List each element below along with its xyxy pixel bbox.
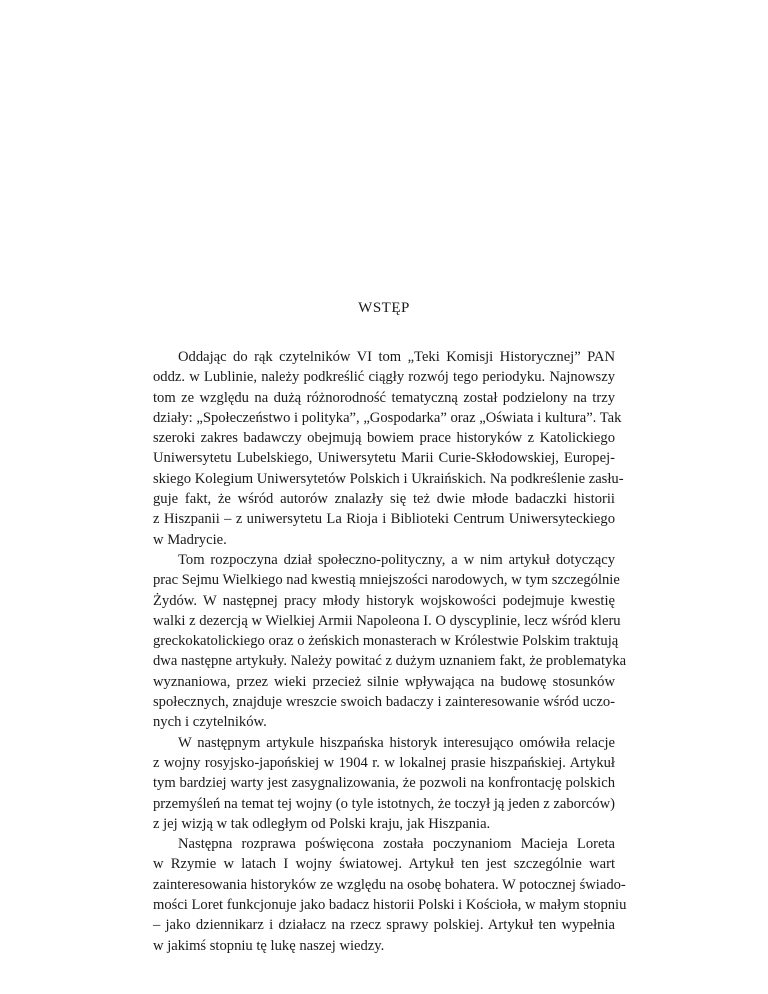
text-line: Żydów. W następnej pracy młody historyk wojskowości podejmuje kwestię xyxy=(153,592,615,609)
text-line: tom ze względu na dużą różnorodność tematyczną został podzielony na trzy xyxy=(153,389,615,406)
text-line: szeroki zakres badawczy obejmują bowiem prace historyków z Katolickiego xyxy=(153,430,615,447)
text-line: przemyśleń na temat tej wojny (o tyle istotnych, że toczył ją jeden z zaborców) xyxy=(153,795,615,812)
text-line: w Rzymie w latach I wojny światowej. Artykuł ten jest szczególnie wart xyxy=(153,856,615,873)
text-line: społecznych, znajduje wreszcie swoich badaczy i zainteresowanie wśród uczo- xyxy=(153,694,615,711)
text-line: z wojny rosyjsko-japońskiej w 1904 r. w lokalnej prasie hiszpańskiej. Artykuł xyxy=(153,754,615,771)
text-line: z Hiszpanii – z uniwersytetu La Rioja i Biblioteki Centrum Uniwersyteckiego xyxy=(153,511,615,528)
text-line: Następna rozprawa poświęcona została poczynaniom Macieja Loreta xyxy=(178,836,615,853)
text-line: działy: „Społeczeństwo i polityka”, „Gospodarka” oraz „Oświata i kultura”. Tak xyxy=(153,409,622,426)
text-line: dwa następne artykuły. Należy powitać z dużym uznaniem fakt, że problematyka xyxy=(153,653,627,670)
text-line: guje fakt, że wśród autorów znalazły się też dwie młode badaczki historii xyxy=(153,491,615,508)
text-line: skiego Kolegium Uniwersytetów Polskich i Ukraińskich. Na podkreślenie zasłu- xyxy=(153,470,624,487)
body-text xyxy=(153,347,627,956)
text-line: w jakimś stopniu tę lukę naszej wiedzy. xyxy=(153,937,385,954)
text-line: prac Sejmu Wielkiego nad kwestią mniejszości narodowych, w tym szczególnie xyxy=(153,572,620,589)
text-line: Uniwersytetu Lubelskiego, Uniwersytetu Marii Curie-Skłodowskiej, Europej- xyxy=(153,450,615,467)
text-line: Oddając do rąk czytelników VI tom „Teki Komisji Historycznej” PAN xyxy=(178,349,615,365)
text-line: zainteresowania historyków ze względu na osobę bohatera. W potocznej świado- xyxy=(153,876,626,893)
page-title: WSTĘP xyxy=(358,300,410,316)
text-line: wyznaniowa, przez wieki przecież silnie wpływająca na budowę stosunków xyxy=(153,673,615,690)
text-line: w Madrycie. xyxy=(153,531,227,548)
text-line: Tom rozpoczyna dział społeczno-polityczny, a w nim artykuł dotyczący xyxy=(178,551,615,568)
text-line: walki z dezercją w Wielkiej Armii Napoleona I. O dyscyplinie, lecz wśród kleru xyxy=(153,612,621,629)
text-line: tym bardziej warty jest zasygnalizowania, że pozwoli na konfrontację polskich xyxy=(153,775,615,792)
text-line: – jako dziennikarz i działacz na rzecz sprawy polskiej. Artykuł ten wypełnia xyxy=(153,917,615,934)
text-line: mości Loret funkcjonuje jako badacz historii Polski i Kościoła, w małym stopniu xyxy=(153,897,627,914)
text-line: greckokatolickiego oraz o żeńskich monasterach w Królestwie Polskim traktują xyxy=(153,633,619,650)
text-line: W następnym artykule hiszpańska historyk interesująco omówiła relacje xyxy=(178,734,615,751)
text-line: nych i czytelników. xyxy=(153,714,267,731)
text-line: z jej wizją w tak odległym od Polski kraju, jak Hiszpania. xyxy=(153,815,491,832)
text-line: oddz. w Lublinie, należy podkreślić ciągły rozwój tego periodyku. Najnowszy xyxy=(153,369,615,386)
